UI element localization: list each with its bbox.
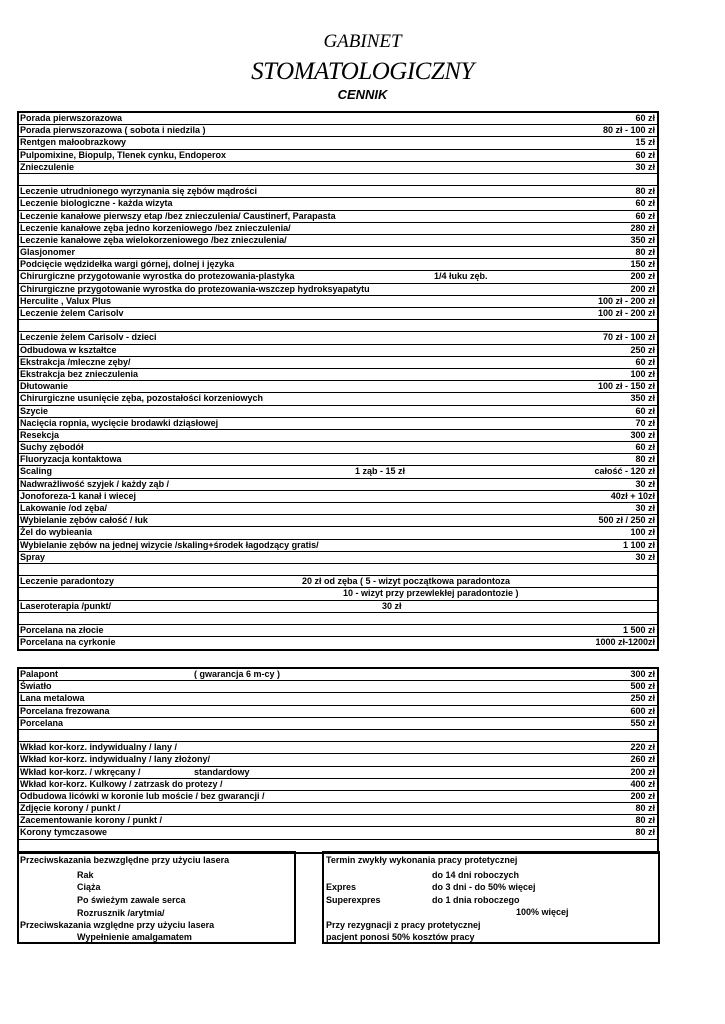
service-label: Glasjonomer <box>20 247 76 258</box>
service-price: 1 100 zł <box>622 539 655 550</box>
price-row <box>19 406 657 418</box>
service-price: 80 zł <box>635 827 655 838</box>
service-label: Leczenie biologiczne - każda wizyta <box>20 198 173 209</box>
service-label: Fluoryzacja kontaktowa <box>20 454 122 465</box>
service-price: 80 zł <box>635 247 655 258</box>
contraindication-item: Wypełnienie amalgamatem <box>77 932 192 942</box>
service-note: ( gwarancja 6 m-cy ) <box>194 669 281 679</box>
contraindication-item: Rak <box>77 870 94 880</box>
price-row <box>19 815 657 827</box>
price-row <box>19 308 657 320</box>
price-row <box>19 767 657 779</box>
service-price: 350 zł <box>630 393 655 404</box>
service-price: 1000 zł-1200zł <box>595 637 655 648</box>
service-price: 550 zł <box>630 717 655 728</box>
price-row <box>19 442 657 454</box>
header-cennik: CENNIK <box>337 87 388 102</box>
service-label: Chirurgiczne przygotowanie wyrostka do protezowania-plastyka <box>20 271 295 282</box>
service-label: Resekcja <box>20 429 60 440</box>
price-row <box>19 162 657 174</box>
price-row <box>19 247 657 259</box>
price-row <box>19 345 657 357</box>
service-label: Porcelana <box>20 717 64 728</box>
header-gabinet: GABINET <box>323 31 402 52</box>
service-label: Leczenie utrudnionego wyrzynania się zębów mądrości <box>20 186 258 197</box>
service-price: 40zł + 10zł <box>610 490 655 501</box>
price-row <box>19 491 657 503</box>
service-label: Dłutowanie <box>20 381 69 392</box>
service-price: 200 zł <box>630 766 655 777</box>
service-label: Wkład kor-korz. indywidualny / lany złożony/ <box>20 754 211 765</box>
service-price: 60 zł <box>635 210 655 221</box>
service-price: 100 zł - 150 zł <box>597 381 655 392</box>
service-price: 15 zł <box>635 137 655 148</box>
price-row <box>19 186 657 198</box>
service-label: Leczenie paradontozy <box>20 576 115 587</box>
service-label: Porada pierwszorazowa <box>20 113 123 123</box>
price-row <box>19 803 657 815</box>
service-label: Ekstrakcja /mleczne zęby/ <box>20 356 131 367</box>
service-label: Szycie <box>20 405 49 416</box>
service-label: Scaling <box>20 466 53 477</box>
service-note: 30 zł <box>382 600 402 611</box>
service-label: Herculite , Valux Plus <box>20 295 112 306</box>
service-label: Zacementowanie korony / punkt / <box>20 815 163 826</box>
service-price: 80 zł <box>635 815 655 826</box>
service-label: Porada pierwszorazowa ( sobota i niedzila ) <box>20 125 206 136</box>
service-price: 80 zł - 100 zł <box>602 125 655 136</box>
terms-superexpress-extra: 100% więcej <box>516 907 569 917</box>
price-row <box>19 296 657 308</box>
contraindication-item: Ciąża <box>77 882 101 892</box>
service-price: całość - 120 zł <box>594 466 655 477</box>
terms-normal-value: do 14 dni roboczych <box>432 870 520 880</box>
service-label: Laseroterapia /punkt/ <box>20 600 112 611</box>
price-row <box>19 259 657 271</box>
service-price: 80 zł <box>635 186 655 197</box>
service-price: 30 zł <box>635 161 655 172</box>
price-row <box>19 393 657 405</box>
price-row <box>19 503 657 515</box>
price-row <box>19 540 657 552</box>
service-label: Leczenie kanałowe zęba wielokorzeniowego /bez znieczulenia/ <box>20 234 287 245</box>
service-price: 200 zł <box>630 790 655 801</box>
service-price: 60 zł <box>635 149 655 160</box>
service-price: 260 zł <box>630 754 655 765</box>
price-row <box>19 515 657 527</box>
price-row <box>19 564 657 576</box>
service-label: Wkład kor-korz. indywidualny / lany / <box>20 742 178 753</box>
terms-note-1: Przy rezygnacji z pracy protetycznej <box>326 920 481 930</box>
contraindications-title: Przeciwskazania bezwzględne przy użyciu lasera <box>20 855 230 865</box>
service-label: Żel do wybieania <box>20 527 93 538</box>
service-note: 1/4 łuku zęb. <box>434 271 488 282</box>
service-label: Chirurgiczne usunięcie zęba, pozostałości korzeniowych <box>20 393 264 404</box>
service-price: 60 zł <box>635 356 655 367</box>
terms-box <box>322 851 660 944</box>
service-label: Znieczulenie <box>20 161 75 172</box>
price-row <box>19 454 657 466</box>
price-row <box>19 235 657 247</box>
service-price: 60 zł <box>635 113 655 123</box>
service-price: 600 zł <box>630 705 655 716</box>
terms-title: Termin zwykły wykonania pracy protetycznej <box>326 855 518 865</box>
service-note: 20 zł od zęba ( 5 - wizyt początkowa paradontoza <box>302 576 511 587</box>
service-label: Lakowanie /od zęba/ <box>20 503 108 513</box>
price-row <box>19 357 657 369</box>
service-price: 80 zł <box>635 454 655 465</box>
service-label: Rentgen małoobrazkowy <box>20 137 127 148</box>
service-label: Podcięcie wędzidełka wargi górnej, dolnej i języka <box>20 259 235 270</box>
service-price: 60 zł <box>635 405 655 416</box>
price-row <box>19 418 657 430</box>
price-row <box>19 320 657 332</box>
service-label: Wybielanie zębów na jednej wizycie /skaling+środek łagodzący gratis/ <box>20 539 319 550</box>
service-label: Porcelana frezowana <box>20 705 110 716</box>
price-row <box>19 730 657 742</box>
terms-note-2: pacjent ponosi 50% kosztów pracy <box>326 932 475 942</box>
price-row <box>19 223 657 235</box>
service-note: 1 ząb - 15 zł <box>355 466 406 477</box>
price-row <box>19 576 657 588</box>
price-row <box>19 369 657 381</box>
service-label: Spray <box>20 551 46 562</box>
service-label: Nacięcia ropnia, wycięcie brodawki dziąsłowej <box>20 417 219 428</box>
service-price: 30 zł <box>635 478 655 489</box>
service-price: 500 zł / 250 zł <box>598 515 655 526</box>
price-row <box>19 669 657 681</box>
price-row <box>19 706 657 718</box>
contraindications-box <box>17 851 296 944</box>
price-row <box>19 588 657 600</box>
price-row <box>19 742 657 754</box>
price-row <box>19 211 657 223</box>
service-price: 250 zł <box>630 344 655 355</box>
price-table-main <box>17 111 659 651</box>
service-label: Porcelana na cyrkonie <box>20 637 116 648</box>
service-label: Wkład kor-korz. Kulkowy / zatrzask do protezy / <box>20 778 223 789</box>
service-price: 60 zł <box>635 442 655 453</box>
price-row <box>19 174 657 186</box>
price-row <box>19 754 657 766</box>
service-price: 70 zł <box>635 417 655 428</box>
price-row <box>19 637 657 649</box>
service-label: Wkład kor-korz. / wkręcany / <box>20 766 141 777</box>
service-label: Zdjęcie korony / punkt / <box>20 803 121 814</box>
service-label: Wybielanie zębów całość / łuk <box>20 515 148 526</box>
contraindication-item: Rozrusznik /arytmia/ <box>77 908 165 918</box>
service-price: 1 500 zł <box>622 624 655 635</box>
service-price: 220 zł <box>630 742 655 753</box>
contraindication-item: Po świeżym zawale serca <box>77 895 186 905</box>
service-label: Jonoforeza-1 kanał i wiecej <box>20 490 137 501</box>
price-row <box>19 693 657 705</box>
service-label: Porcelana na złocie <box>20 624 104 635</box>
service-label: Korony tymczasowe <box>20 827 108 838</box>
service-price: 400 zł <box>630 778 655 789</box>
price-row <box>19 613 657 625</box>
service-price: 250 zł <box>630 693 655 704</box>
price-row <box>19 430 657 442</box>
service-label: Lana metalowa <box>20 693 85 704</box>
price-row <box>19 381 657 393</box>
price-row <box>19 137 657 149</box>
price-row <box>19 113 657 125</box>
service-price: 70 zł - 100 zł <box>602 332 655 343</box>
price-table-prosthetics <box>17 667 659 854</box>
service-label: Leczenie żelem Carisolv <box>20 308 124 318</box>
price-row <box>19 332 657 344</box>
price-row <box>19 271 657 283</box>
service-price: 200 zł <box>630 271 655 282</box>
price-row <box>19 681 657 693</box>
service-price: 200 zł <box>630 283 655 294</box>
price-row <box>19 466 657 478</box>
service-price: 300 zł <box>630 669 655 679</box>
service-price: 350 zł <box>630 234 655 245</box>
terms-express-value: do 3 dni - do 50% więcej <box>432 882 536 892</box>
service-label: Leczenie żelem Carisolv - dzieci <box>20 332 157 343</box>
price-row <box>19 552 657 564</box>
price-row <box>19 601 657 613</box>
price-row <box>19 827 657 839</box>
price-row <box>19 479 657 491</box>
relative-contraindications-title: Przeciwskazania względne przy użyciu lasera <box>20 920 215 930</box>
price-row <box>19 779 657 791</box>
service-label: Leczenie kanałowe pierwszy etap /bez znieczulenia/ Caustinerf, Parapasta <box>20 210 336 221</box>
price-row <box>19 840 657 852</box>
service-label: Palapont <box>20 669 59 679</box>
header-stomatologiczny: STOMATOLOGICZNY <box>251 58 474 85</box>
service-label: Nadwrażliwość szyjek / każdy ząb / <box>20 478 170 489</box>
terms-superexpress-value: do 1 dnia roboczego <box>432 895 520 905</box>
service-price: 60 zł <box>635 198 655 209</box>
price-row <box>19 718 657 730</box>
price-row <box>19 625 657 637</box>
service-label: Odbudowa w kształtce <box>20 344 117 355</box>
service-price: 100 zł - 200 zł <box>597 295 655 306</box>
service-label: Ekstrakcja bez znieczulenia <box>20 368 139 379</box>
price-row <box>19 198 657 210</box>
service-note: 10 - wizyt przy przewlekłej paradontozie ) <box>343 588 519 599</box>
service-price: 150 zł <box>630 259 655 270</box>
service-label: Chirurgiczne przygotowanie wyrostka do protezowania-wszczep hydroksyapatytu <box>20 283 370 294</box>
service-price: 80 zł <box>635 803 655 814</box>
service-price: 300 zł <box>630 429 655 440</box>
service-label: Światło <box>20 681 52 692</box>
price-row <box>19 125 657 137</box>
price-row <box>19 527 657 539</box>
service-label: Pulpomixine, Biopulp, Tlenek cynku, Endoperox <box>20 149 227 160</box>
service-price: 500 zł <box>630 681 655 692</box>
price-row <box>19 284 657 296</box>
service-price: 100 zł <box>630 527 655 538</box>
service-price: 280 zł <box>630 222 655 233</box>
terms-express-label: Expres <box>326 882 357 892</box>
price-row <box>19 150 657 162</box>
service-price: 100 zł <box>630 368 655 379</box>
price-row <box>19 791 657 803</box>
service-price: 100 zł - 200 zł <box>597 308 655 318</box>
service-price: 30 zł <box>635 503 655 513</box>
service-label: Suchy zębodół <box>20 442 84 453</box>
service-label: Leczenie kanałowe zęba jedno korzeniowego /bez znieczulenia/ <box>20 222 291 233</box>
terms-superexpress-label: Superexpres <box>326 895 381 905</box>
service-label: Odbudowa licówki w koronie lub moście / bez gwarancji / <box>20 790 265 801</box>
service-note: standardowy <box>194 766 250 777</box>
service-price: 30 zł <box>635 551 655 562</box>
